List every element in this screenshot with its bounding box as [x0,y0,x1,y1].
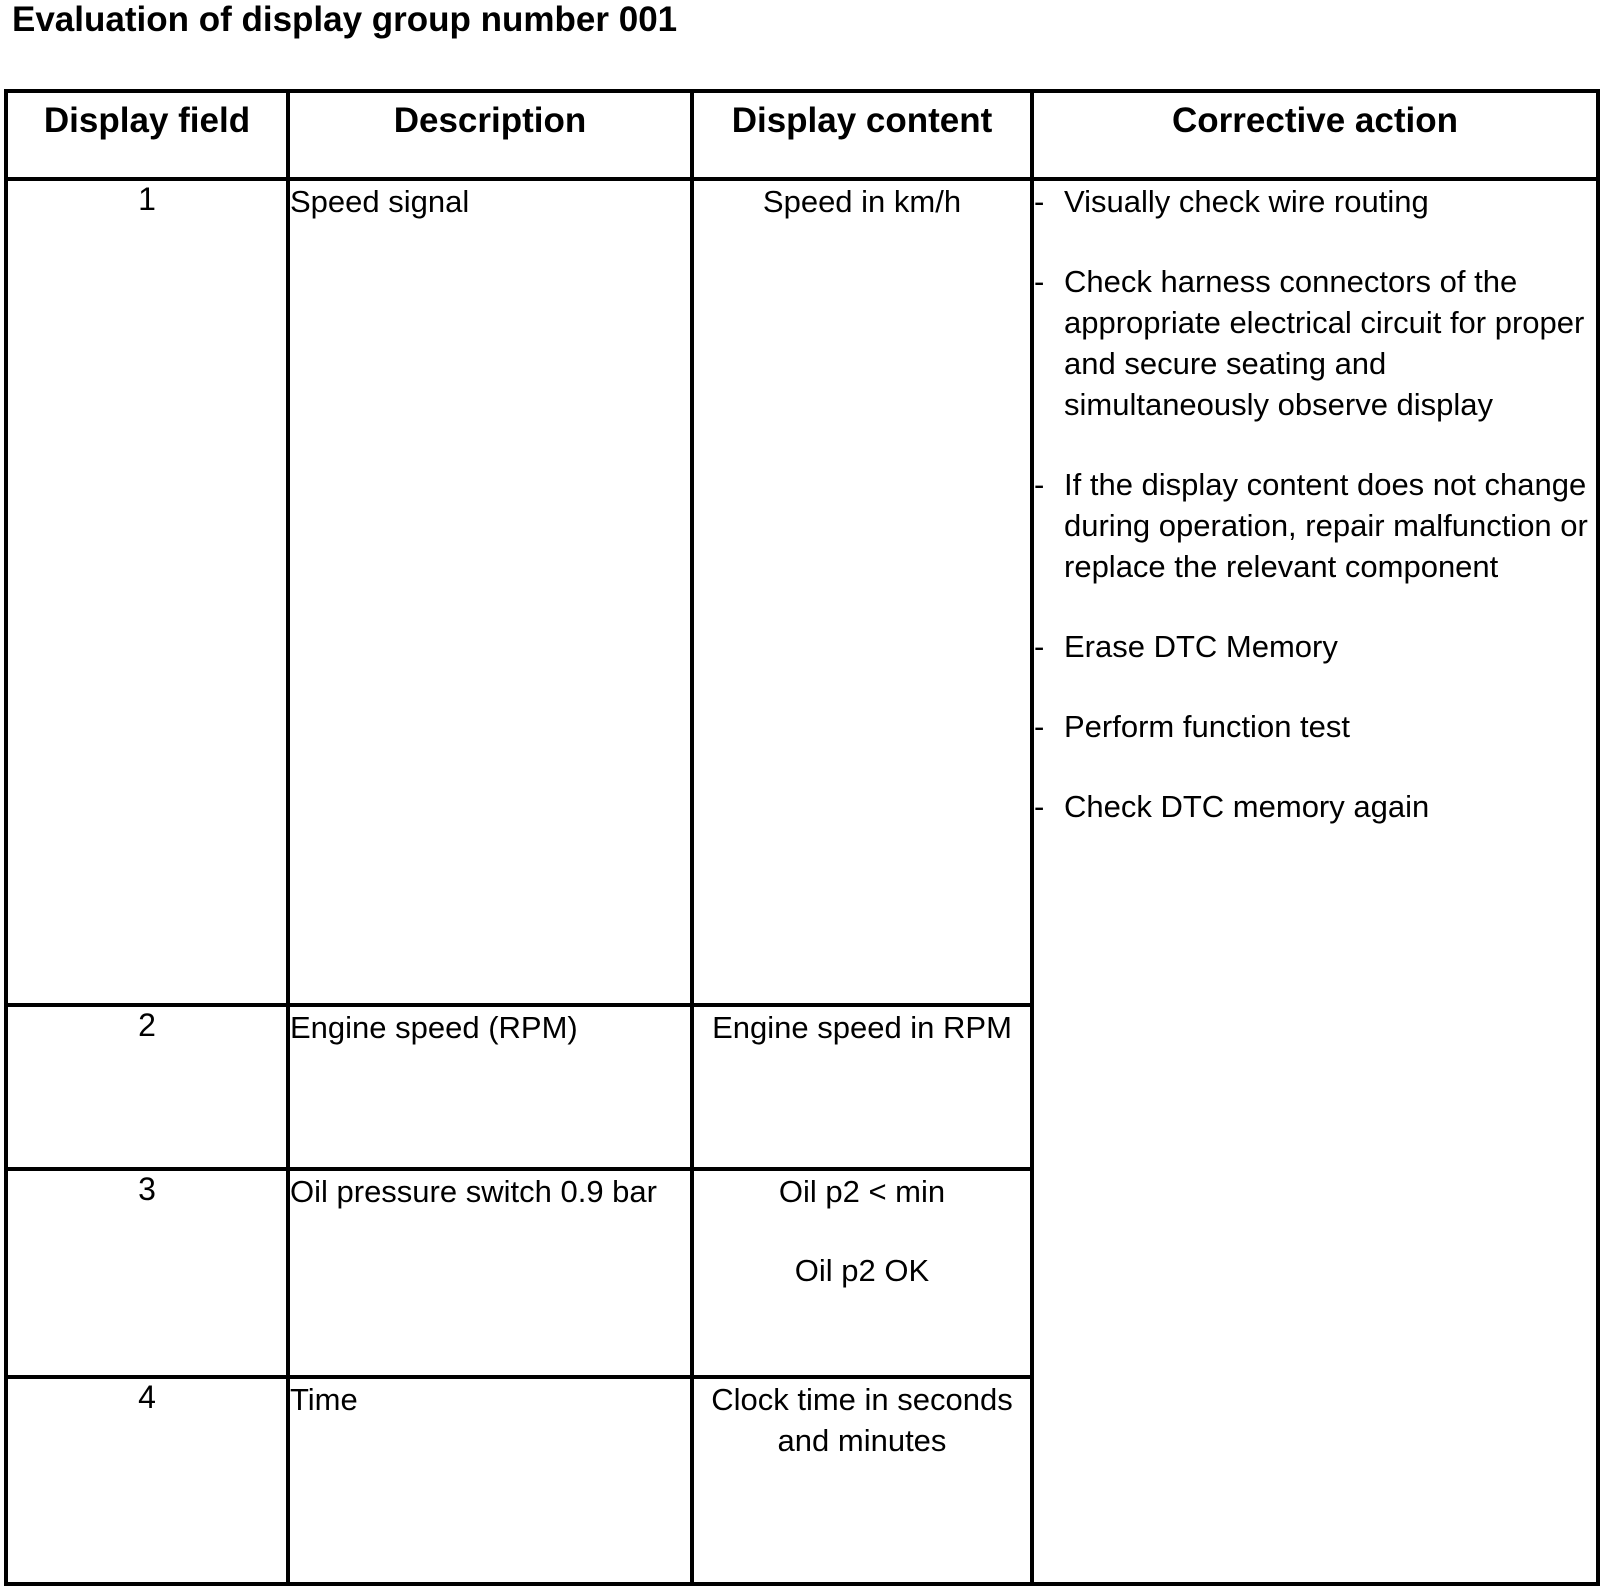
dash-bullet: - [1034,629,1045,664]
display-content-line: Oil p2 OK [794,1253,930,1289]
action-text: Visually check wire routing [1064,184,1429,219]
header-display-content: Display content [692,91,1032,179]
display-content-line: Clock time in seconds and minutes [711,1382,1013,1459]
dash-bullet: - [1034,264,1045,299]
action-text: Check harness connectors of the appropriate electrical circuit for proper and secure seating and simultaneously observe display [1064,264,1585,422]
display-content-cell [692,179,1032,1005]
table-header-row [6,91,1598,179]
dash-bullet: - [1034,184,1045,219]
evaluation-table [4,89,1600,1586]
corrective-action-list [1034,181,1596,827]
display-field-cell: 4 [6,1377,288,1584]
description-cell: Speed signal [288,179,692,1005]
action-text: If the display content does not change during operation, repair malfunction or replace the relevant component [1064,467,1588,584]
display-content-cell [692,1377,1032,1584]
dash-bullet: - [1034,709,1045,744]
page-title: Evaluation of display group number 001 [12,0,678,39]
display-field-cell: 1 [6,179,288,1005]
dash-bullet: - [1034,789,1045,824]
action-text: Check DTC memory again [1064,789,1430,824]
display-content-cell [692,1005,1032,1170]
header-corrective-action: Corrective action [1032,91,1598,179]
action-text: Perform function test [1064,709,1351,744]
description-cell: Engine speed (RPM) [288,1005,692,1170]
list-item [1034,261,1596,425]
display-content-cell [692,1169,1032,1377]
header-display-field: Display field [6,91,288,179]
header-description: Description [288,91,692,179]
table-row [6,179,1598,1005]
list-item [1034,706,1596,747]
list-item [1034,626,1596,667]
list-item [1034,464,1596,587]
display-field-cell: 3 [6,1169,288,1377]
list-item [1034,786,1596,827]
corrective-action-cell [1032,179,1598,1584]
description-cell: Oil pressure switch 0.9 bar [288,1169,692,1377]
description-cell: Time [288,1377,692,1584]
display-content-line: Engine speed in RPM [712,1009,1012,1045]
display-content-line: Oil p2 < min [778,1174,946,1210]
list-item [1034,181,1596,222]
display-field-cell: 2 [6,1005,288,1170]
dash-bullet: - [1034,467,1045,502]
display-content-line: Speed in km/h [762,184,962,219]
action-text: Erase DTC Memory [1064,629,1338,664]
